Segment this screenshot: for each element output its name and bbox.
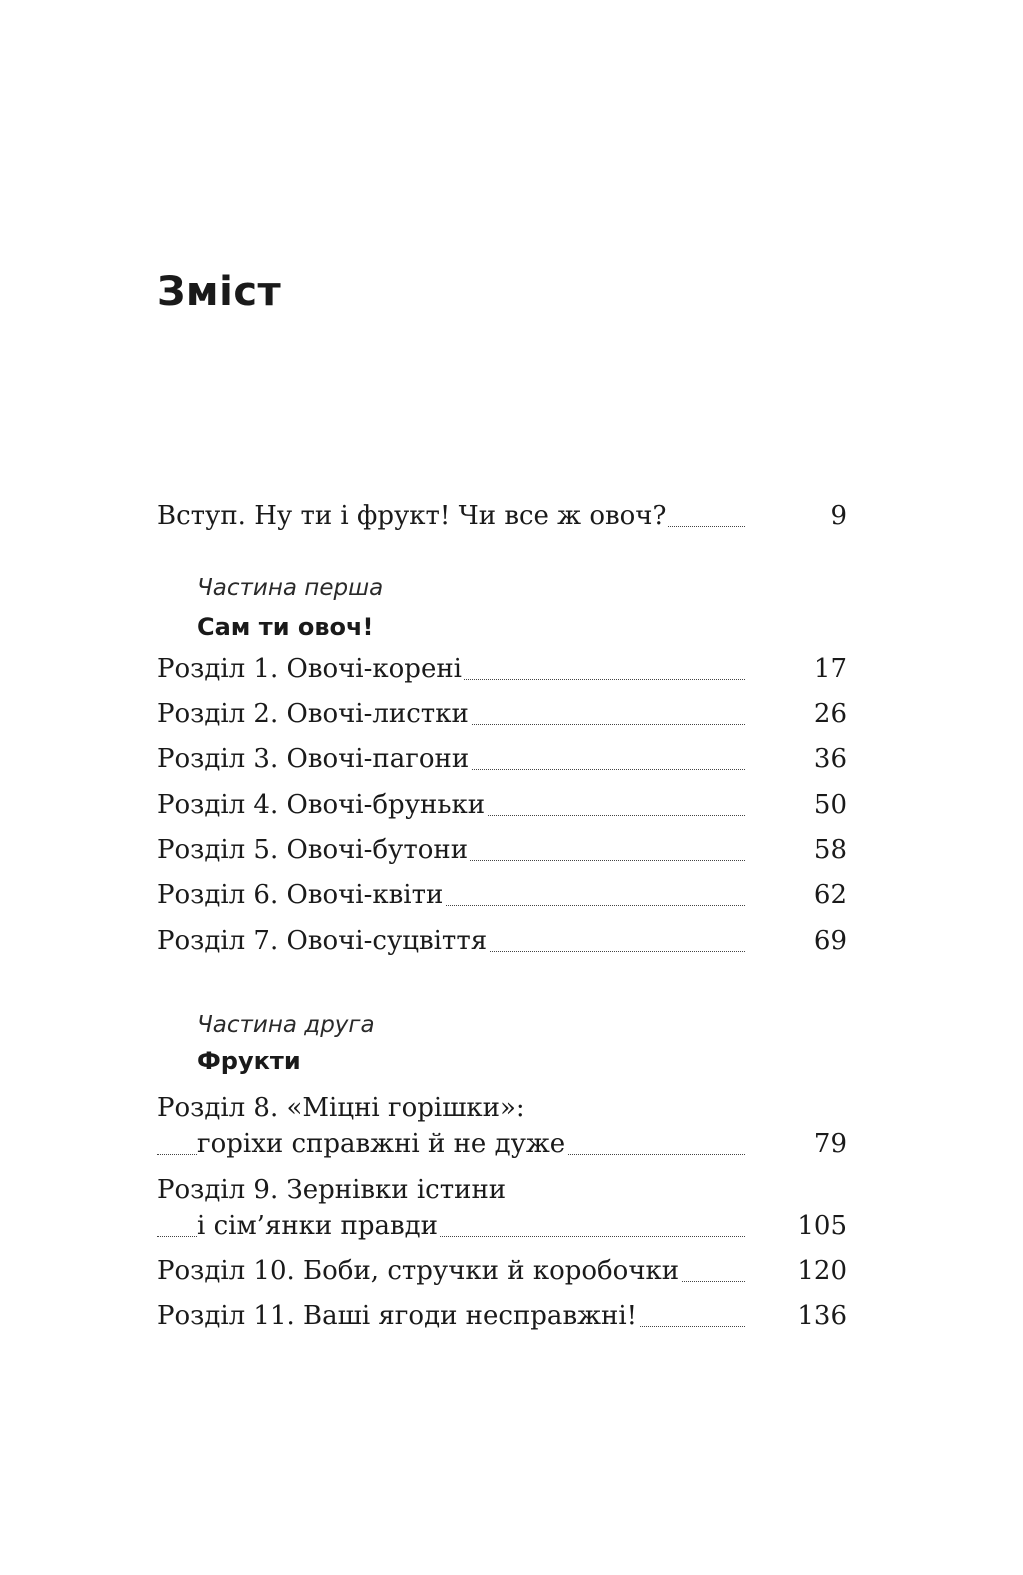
toc-entry-label: Розділ 7. Овочі-суцвіття (157, 926, 488, 956)
toc-entry-label: Розділ 5. Овочі-бутони (157, 835, 469, 865)
toc-entry-chapter-2[interactable] (157, 698, 847, 734)
toc-entry-chapter-5[interactable] (157, 834, 847, 870)
toc-entry-chapter-1[interactable] (157, 653, 847, 689)
toc-entry-chapter-6[interactable] (157, 879, 847, 915)
table-of-contents (157, 0, 847, 1575)
toc-entry-label: Розділ 1. Овочі-корені (157, 654, 462, 684)
toc-entry-label: Розділ 3. Овочі-пагони (157, 744, 470, 774)
part-kicker: Частина перша (197, 575, 384, 601)
toc-entry-page: 9 (830, 501, 847, 531)
toc-entry-page: 58 (813, 835, 847, 865)
toc-entry-label: Розділ 11. Ваші ягоди несправжні! (157, 1301, 638, 1331)
toc-entry-chapter-7[interactable] (157, 925, 847, 961)
toc-entry-page: 105 (797, 1211, 847, 1241)
toc-entry-chapter-9[interactable] (157, 1175, 847, 1246)
part-kicker: Частина друга (197, 1012, 375, 1038)
toc-entry-page: 36 (813, 744, 847, 774)
toc-entry-chapter-10[interactable] (157, 1255, 847, 1291)
toc-entry-page: 120 (797, 1256, 847, 1286)
toc-entry-chapter-3[interactable] (157, 743, 847, 779)
toc-entry-chapter-4[interactable] (157, 789, 847, 825)
toc-entry-page: 79 (813, 1129, 847, 1159)
toc-entry-label: Розділ 4. Овочі-бруньки (157, 790, 486, 820)
toc-entry-label-continued: і сім’янки правди (197, 1211, 438, 1241)
toc-entry-page: 17 (813, 654, 847, 684)
toc-entry-page: 50 (813, 790, 847, 820)
part-title: Сам ти овоч! (197, 613, 374, 641)
toc-entry-label: Розділ 9. Зернівки істини (157, 1175, 507, 1205)
toc-entry-label: Розділ 6. Овочі-квіти (157, 880, 444, 910)
toc-entry-page: 26 (813, 699, 847, 729)
toc-entry-label: Розділ 10. Боби, стручки й коробочки (157, 1256, 680, 1286)
part-title: Фрукти (197, 1047, 301, 1075)
toc-entry-intro[interactable] (157, 500, 847, 536)
toc-entry-label-continued: горіхи справжні й не дуже (197, 1129, 566, 1159)
toc-entry-chapter-11[interactable] (157, 1300, 847, 1336)
toc-entry-page: 69 (813, 926, 847, 956)
page-title: Зміст (157, 269, 282, 315)
toc-entry-label: Розділ 8. «Міцні горішки»: (157, 1093, 525, 1123)
toc-entry-page: 62 (813, 880, 847, 910)
toc-entry-label: Вступ. Ну ти і фрукт! Чи все ж овоч? (157, 501, 667, 531)
toc-entry-chapter-8[interactable] (157, 1093, 847, 1164)
toc-entry-label: Розділ 2. Овочі-листки (157, 699, 469, 729)
toc-entry-page: 136 (797, 1301, 847, 1331)
